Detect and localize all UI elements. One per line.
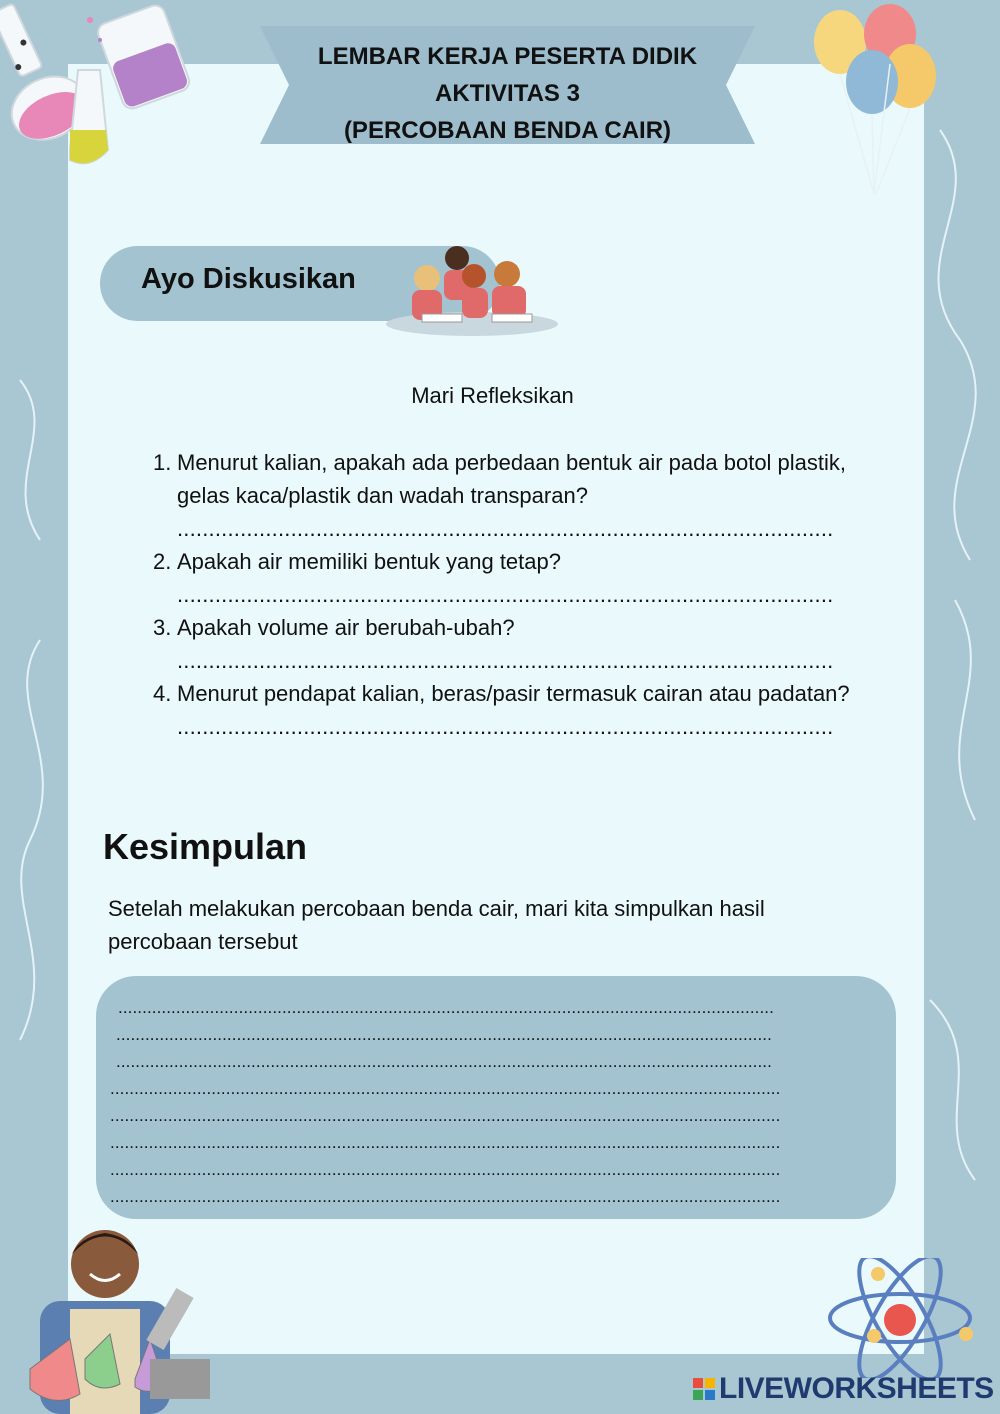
header-title <box>260 38 755 149</box>
balloons-icon <box>810 4 950 204</box>
logo-text: LIVEWORKSHEETS <box>719 1372 994 1405</box>
answer-field[interactable]: ........................................................................................................ <box>177 582 834 607</box>
conclusion-instruction: Setelah melakukan percobaan benda cair, mari kita simpulkan hasil percobaan tersebut <box>108 896 765 954</box>
question-text: Menurut pendapat kalian, beras/pasir termasuk cairan atau padatan? <box>177 681 850 706</box>
conclusion-title: Kesimpulan <box>103 826 308 867</box>
lab-flasks-icon <box>0 0 200 180</box>
conclusion-line[interactable]: ........................................................................................................................................ <box>118 998 774 1017</box>
conclusion-answer-box[interactable] <box>96 976 896 1219</box>
answer-field[interactable]: ........................................................................................................ <box>177 648 834 673</box>
header-line-3: (PERCOBAAN BENDA CAIR) <box>343 117 672 144</box>
logo-square-green <box>693 1390 703 1400</box>
question-list <box>150 446 860 743</box>
conclusion-line[interactable]: ........................................................................................................................................... <box>110 1187 781 1206</box>
liveworksheets-logo[interactable] <box>693 1372 994 1406</box>
students-studying-icon <box>382 240 562 340</box>
discussion-label: Ayo Diskusikan <box>141 263 356 295</box>
question-text: Apakah air memiliki bentuk yang tetap? <box>177 549 561 574</box>
conclusion-line[interactable]: ........................................................................................................................................... <box>110 1106 781 1125</box>
answer-field[interactable]: ........................................................................................................ <box>177 516 834 541</box>
conclusion-line[interactable]: ........................................................................................................................................... <box>110 1079 781 1098</box>
logo-mark-icon <box>693 1378 715 1400</box>
question-number: 4. <box>153 681 172 706</box>
header-line-2: AKTIVITAS 3 <box>435 80 580 107</box>
logo-square-yellow <box>705 1378 715 1388</box>
question-item <box>150 545 860 611</box>
conclusion-line[interactable]: ........................................................................................................................................ <box>116 1052 772 1071</box>
logo-square-blue <box>705 1390 715 1400</box>
question-text: Apakah volume air berubah-ubah? <box>177 615 515 640</box>
question-number: 1. <box>153 450 172 475</box>
header-line-1: LEMBAR KERJA PESERTA DIDIK <box>317 43 698 70</box>
question-item <box>150 446 860 545</box>
conclusion-line[interactable]: ........................................................................................................................................ <box>116 1025 772 1044</box>
question-text: Menurut kalian, apakah ada perbedaan bentuk air pada botol plastik, gelas kaca/plastik dan wadah transparan? <box>177 450 847 508</box>
reflection-subtitle: Mari Refleksikan <box>411 383 574 408</box>
header-banner <box>260 26 755 144</box>
conclusion-line[interactable]: ........................................................................................................................................... <box>110 1133 781 1152</box>
question-item <box>150 677 860 743</box>
atom-icon <box>820 1258 980 1378</box>
question-number: 2. <box>153 549 172 574</box>
logo-square-red <box>693 1378 703 1388</box>
conclusion-line[interactable]: ........................................................................................................................................... <box>110 1160 781 1179</box>
answer-field[interactable]: ........................................................................................................ <box>177 714 834 739</box>
scientist-boy-icon <box>0 1219 230 1414</box>
question-number: 3. <box>153 615 172 640</box>
question-item <box>150 611 860 677</box>
